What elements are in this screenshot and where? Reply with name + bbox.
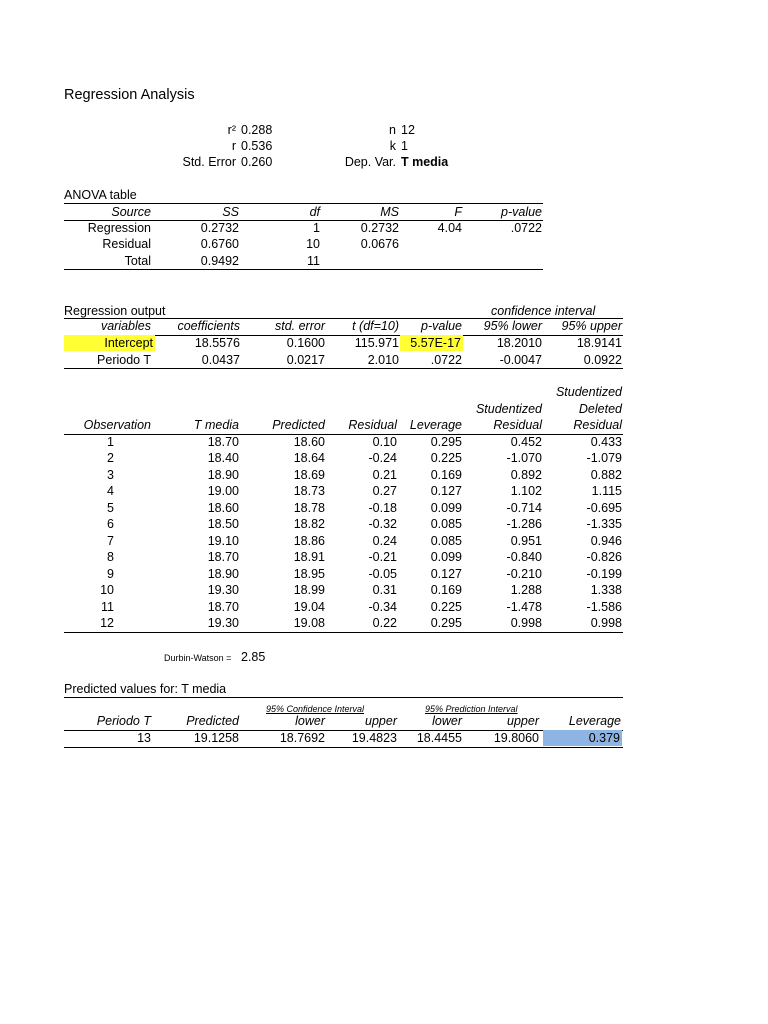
observation-observation: 9 [107, 566, 114, 581]
durbin-watson-value: 2.85 [241, 650, 266, 664]
observation-predicted: 18.95 [293, 566, 325, 581]
observation-header-studentized-deleted-residual: Residual [573, 418, 622, 432]
regression-variable: Periodo T [97, 352, 151, 367]
anova-row [0, 253, 768, 269]
observation-header-line [0, 417, 768, 433]
std-error-value: 0.260 [241, 155, 273, 169]
observation-t-media: 18.70 [207, 550, 239, 565]
observation-header-line [0, 401, 768, 417]
observation-residual: -0.21 [368, 550, 397, 565]
anova-ss: 0.6760 [200, 237, 239, 252]
observation-leverage: 0.225 [430, 599, 462, 614]
observation-leverage: 0.169 [430, 583, 462, 598]
predicted-pi-upper-value: 19.8060 [493, 731, 539, 745]
page-title: Regression Analysis [64, 87, 195, 103]
observation-studentized-residual: -1.070 [506, 451, 542, 466]
predicted-header-predicted: Predicted [186, 714, 239, 728]
anova-source: Residual [102, 237, 151, 252]
regression-lower: -0.0047 [499, 352, 542, 367]
predicted-pi-lower-value: 18.4455 [416, 731, 462, 745]
anova-source: Regression [87, 221, 151, 235]
observation-studentized-residual: -1.286 [506, 517, 542, 532]
anova-ms: 0.2732 [360, 221, 399, 235]
observation-t-media: 18.60 [207, 500, 239, 515]
predicted-header-periodo: Periodo T [96, 714, 151, 728]
observation-studentized-deleted-residual: -1.079 [586, 451, 622, 466]
observation-leverage: 0.099 [430, 500, 462, 515]
observation-row [0, 599, 768, 615]
observation-header-leverage: Leverage [409, 418, 462, 432]
observation-observation: 10 [100, 583, 114, 598]
regression-row [0, 335, 768, 351]
regression-header-lower: 95% lower [483, 319, 542, 333]
observation-observation: 11 [101, 599, 114, 614]
observation-studentized-residual: -1.478 [506, 599, 542, 614]
observation-leverage: 0.169 [430, 467, 462, 482]
anova-header-pvalue: p-value [501, 205, 542, 219]
predicted-header-row [0, 713, 768, 729]
observation-studentized-deleted-residual: -1.335 [586, 517, 622, 532]
observation-leverage: 0.085 [430, 533, 462, 548]
observation-header-t-media: T media [193, 418, 239, 432]
regression-bottom-rule [64, 368, 623, 369]
k-value: 1 [401, 139, 408, 153]
predicted-title: Predicted values for: T media [64, 682, 227, 696]
r-label: r [231, 139, 236, 153]
observation-observation: 4 [107, 484, 114, 499]
observation-studentized-deleted-residual: -0.199 [586, 566, 622, 581]
regression-header-variables: variables [100, 319, 151, 333]
observation-studentized-deleted-residual: 1.338 [590, 583, 622, 598]
regression-std-error: 0.1600 [286, 336, 325, 350]
observation-predicted: 18.60 [293, 435, 325, 449]
predicted-header-leverage: Leverage [568, 714, 621, 728]
observation-predicted: 18.73 [293, 484, 325, 499]
observation-row [0, 533, 768, 549]
durbin-watson-label: Durbin-Watson = [164, 653, 232, 663]
regression-upper: 0.0922 [583, 352, 622, 367]
observation-leverage: 0.295 [430, 615, 462, 630]
observation-header-line [0, 384, 768, 400]
regression-title: Regression output [64, 304, 166, 318]
regression-header-t: t (df=10) [352, 319, 399, 333]
anova-header-ms: MS [380, 205, 399, 219]
regression-header-upper: 95% upper [561, 319, 622, 333]
regression-coefficient: 0.0437 [201, 352, 240, 367]
anova-header-source: Source [111, 205, 151, 219]
observation-studentized-deleted-residual: -0.826 [586, 550, 622, 565]
anova-row [0, 236, 768, 252]
observation-leverage: 0.225 [430, 451, 462, 466]
observation-predicted: 18.91 [293, 550, 325, 565]
r2-label: r² [227, 123, 236, 137]
anova-df: 10 [306, 237, 320, 252]
r2-value: 0.288 [241, 123, 273, 137]
observation-t-media: 19.30 [207, 583, 239, 598]
observation-residual: -0.34 [368, 599, 397, 614]
observation-row [0, 549, 768, 565]
observation-t-media: 18.50 [207, 517, 239, 532]
observation-row [0, 566, 768, 582]
predicted-row [0, 730, 768, 746]
observation-predicted: 18.99 [293, 583, 325, 598]
observation-predicted: 18.78 [293, 500, 325, 515]
observation-studentized-deleted-residual: 1.115 [591, 484, 622, 499]
predicted-header-ci-lower: lower [295, 714, 325, 728]
regression-variable: Intercept [64, 335, 155, 351]
observation-studentized-residual: 0.452 [510, 435, 542, 449]
anova-bottom-rule [64, 269, 543, 270]
observation-studentized-deleted-residual: 0.946 [590, 533, 622, 548]
predicted-periodo-value: 13 [137, 731, 151, 745]
observation-row [0, 450, 768, 466]
observation-observation: 1 [107, 435, 114, 449]
observation-t-media: 18.40 [207, 451, 239, 466]
predicted-leverage-value: 0.379 [543, 730, 622, 746]
anova-ms: 0.0676 [360, 237, 399, 252]
observation-leverage: 0.127 [430, 484, 462, 499]
observation-predicted: 18.82 [293, 517, 325, 532]
anova-ss: 0.2732 [200, 221, 239, 235]
std-error-label: Std. Error [182, 155, 236, 169]
observation-residual: 0.10 [372, 435, 397, 449]
anova-ss: 0.9492 [200, 253, 239, 268]
regression-coefficient: 18.5576 [194, 336, 240, 350]
ci-title: confidence interval [491, 304, 596, 318]
observation-residual: 0.22 [372, 615, 397, 630]
observation-studentized-deleted-residual: 0.998 [590, 615, 622, 630]
k-label: k [389, 139, 396, 153]
observation-row [0, 434, 768, 450]
observation-observation: 6 [107, 517, 114, 532]
predicted-top-rule [64, 697, 623, 698]
observation-residual: 0.27 [372, 484, 397, 499]
predicted-header-pi-lower: lower [432, 714, 462, 728]
observation-row [0, 582, 768, 598]
r-value: 0.536 [241, 139, 273, 153]
observation-residual: -0.18 [368, 500, 397, 515]
observation-observation: 3 [107, 467, 114, 482]
observation-leverage: 0.085 [430, 517, 462, 532]
observation-t-media: 19.30 [207, 615, 239, 630]
observation-header-studentized-deleted-residual: Deleted [578, 401, 622, 416]
observation-residual: 0.31 [372, 583, 397, 598]
anova-header-df: df [309, 205, 320, 219]
observation-observation: 7 [107, 533, 114, 548]
observation-predicted: 19.08 [293, 615, 325, 630]
observation-studentized-residual: 1.288 [510, 583, 542, 598]
dep-var-label: Dep. Var. [344, 155, 396, 169]
predicted-header-ci-upper: upper [365, 714, 397, 728]
observation-header-studentized-residual: Residual [493, 418, 542, 432]
observation-header-predicted: Predicted [272, 418, 325, 432]
observation-residual: 0.21 [372, 467, 397, 482]
anova-df: 11 [307, 253, 320, 268]
confidence-interval-label: 95% Confidence Interval [266, 704, 365, 714]
regression-header-std-error: std. error [274, 319, 325, 333]
prediction-interval-label: 95% Prediction Interval [425, 704, 518, 714]
observation-observation: 12 [100, 615, 114, 630]
observation-residual: -0.05 [368, 566, 397, 581]
regression-upper: 18.9141 [576, 336, 622, 350]
regression-header-coefficients: coefficients [177, 319, 240, 333]
observation-predicted: 18.86 [293, 533, 325, 548]
observation-predicted: 19.04 [293, 599, 325, 614]
regression-pvalue: 5.57E-17 [400, 335, 463, 351]
observation-row [0, 615, 768, 631]
anova-row [0, 220, 768, 236]
observation-residual: -0.24 [368, 451, 397, 466]
predicted-header-pi-upper: upper [507, 714, 539, 728]
observation-studentized-deleted-residual: 0.433 [590, 435, 622, 449]
observation-t-media: 18.90 [207, 467, 239, 482]
observation-studentized-residual: -0.210 [506, 566, 542, 581]
anova-df: 1 [313, 221, 320, 235]
anova-header-ss: SS [222, 205, 239, 219]
observation-studentized-residual: -0.840 [506, 550, 542, 565]
anova-header-row [0, 204, 768, 220]
observation-studentized-deleted-residual: -0.695 [586, 500, 622, 515]
regression-pvalue: .0722 [430, 352, 462, 367]
observation-leverage: 0.099 [430, 550, 462, 565]
observation-studentized-residual: 0.998 [510, 615, 542, 630]
observation-row [0, 467, 768, 483]
observation-t-media: 19.10 [207, 533, 239, 548]
observation-t-media: 18.90 [207, 566, 239, 581]
regression-t-stat: 2.010 [367, 352, 399, 367]
observation-header-observation: Observation [83, 418, 151, 432]
regression-t-stat: 115.971 [354, 336, 399, 350]
anova-source: Total [124, 253, 151, 268]
observation-observation: 2 [107, 451, 114, 466]
observation-studentized-residual: 1.102 [510, 484, 542, 499]
n-label: n [389, 123, 396, 137]
observation-header-studentized-residual: Studentized [475, 401, 542, 416]
observation-row [0, 500, 768, 516]
predicted-bottom-rule [64, 747, 623, 748]
observation-observation: 5 [107, 500, 114, 515]
observation-studentized-residual: -0.714 [506, 500, 542, 515]
observation-residual: -0.32 [368, 517, 397, 532]
observation-predicted: 18.64 [293, 451, 325, 466]
observation-leverage: 0.295 [430, 435, 462, 449]
observation-residual: 0.24 [372, 533, 397, 548]
observation-t-media: 18.70 [207, 599, 239, 614]
regression-header-row [0, 318, 768, 334]
regression-row [0, 352, 768, 368]
regression-header-pvalue: p-value [421, 319, 462, 333]
observation-t-media: 19.00 [207, 484, 239, 499]
observation-studentized-residual: 0.892 [510, 467, 542, 482]
observation-header-residual: Residual [348, 418, 397, 432]
n-value: 12 [401, 123, 415, 137]
predicted-value: 19.1258 [193, 731, 239, 745]
regression-std-error: 0.0217 [286, 352, 325, 367]
observation-row [0, 516, 768, 532]
observation-bottom-rule [64, 632, 623, 633]
observation-observation: 8 [107, 550, 114, 565]
regression-lower: 18.2010 [496, 336, 542, 350]
anova-title: ANOVA table [64, 188, 137, 202]
observation-leverage: 0.127 [430, 566, 462, 581]
observation-predicted: 18.69 [293, 467, 325, 482]
anova-header-f: F [454, 205, 462, 219]
dep-var-value: T media [401, 155, 449, 169]
predicted-ci-lower-value: 18.7692 [279, 731, 325, 745]
predicted-ci-upper-value: 19.4823 [351, 731, 397, 745]
observation-studentized-deleted-residual: 0.882 [590, 467, 622, 482]
observation-studentized-deleted-residual: -1.586 [586, 599, 622, 614]
anova-f: 4.04 [437, 221, 462, 235]
observation-row [0, 483, 768, 499]
observation-studentized-residual: 0.951 [510, 533, 542, 548]
observation-t-media: 18.70 [207, 435, 239, 449]
observation-header-studentized-deleted-residual: Studentized [555, 385, 622, 399]
anova-pvalue: .0722 [510, 221, 542, 235]
